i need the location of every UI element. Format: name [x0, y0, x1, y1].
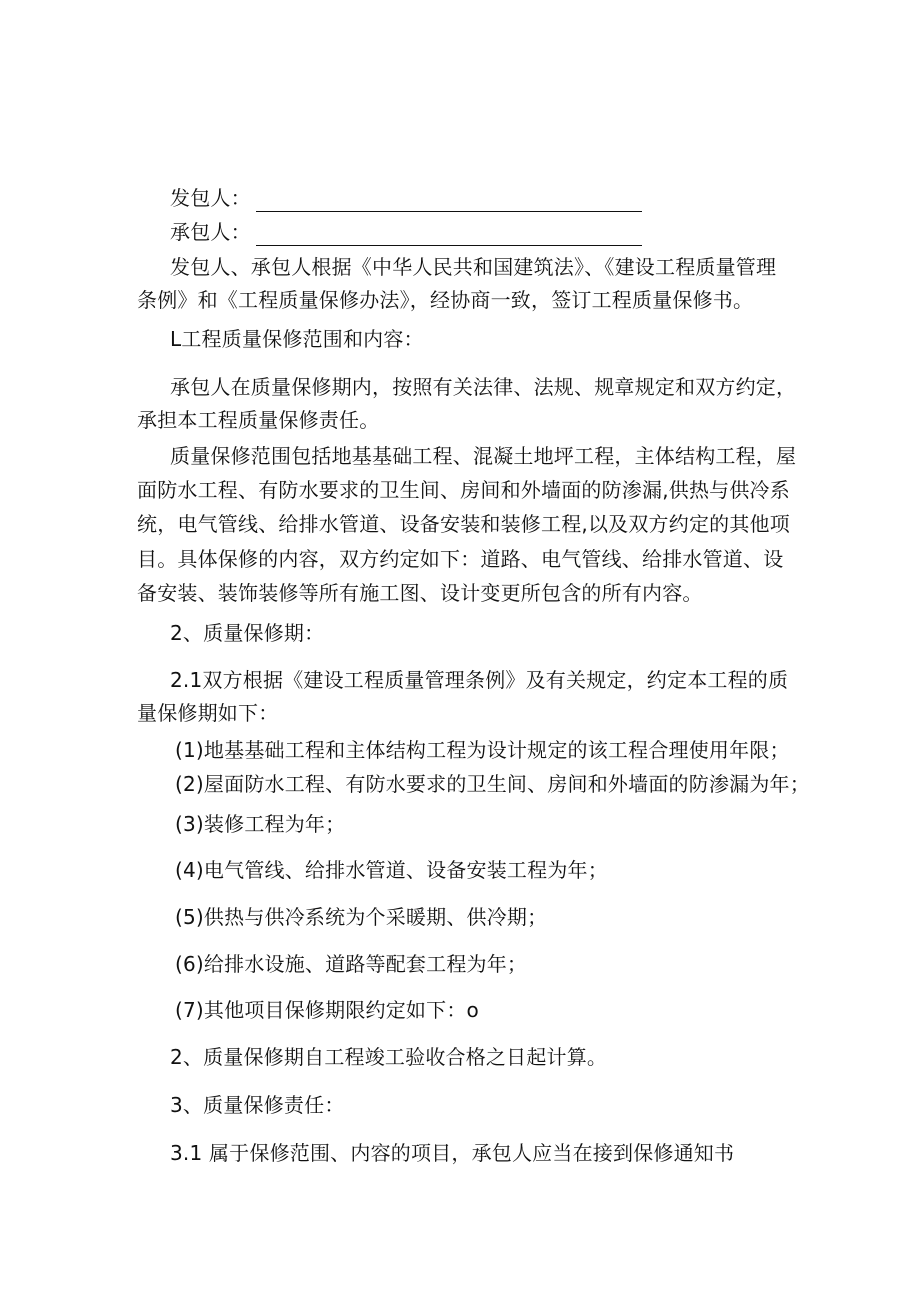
section1-heading: L工程质量保修范围和内容： — [170, 327, 424, 351]
intro-line-1: 发包人、承包人根据《中华人民共和国建筑法》、《建设工程质量管理 — [170, 255, 777, 279]
period-item-7: (7)其他项目保修期限约定如下：o — [175, 998, 479, 1022]
period-item-6: (6)给排水设施、道路等配套工程为年； — [175, 952, 528, 976]
employer-blank — [256, 191, 642, 212]
period-item-5: (5)供热与供冷系统为个采暖期、供冷期； — [175, 905, 548, 929]
period-start-note: 2、质量保修期自工程竣工验收合格之日起计算。 — [170, 1045, 608, 1069]
section1-para2-line-4: 目。具体保修的内容，双方约定如下：道路、电气管线、给排水管道、设 — [137, 547, 784, 571]
section3-heading: 3、质量保修责任： — [170, 1093, 345, 1117]
section2-heading: 2、质量保修期： — [170, 621, 325, 645]
section1-para2-line-2: 面防水工程、有防水要求的卫生间、房间和外墙面的防渗漏,供热与供冷系 — [137, 478, 790, 502]
period-item-2: (2)屋面防水工程、有防水要求的卫生间、房间和外墙面的防渗漏为年； — [175, 772, 810, 796]
period-item-1: (1)地基基础工程和主体结构工程为设计规定的该工程合理使用年限； — [175, 738, 790, 762]
contractor-label: 承包人： — [170, 220, 251, 244]
contractor-row — [170, 218, 642, 246]
period-item-3: (3)装修工程为年； — [175, 812, 346, 836]
period-item-4: (4)电气管线、给排水管道、设备安装工程为年； — [175, 858, 608, 882]
clause21-line-2: 量保修期如下： — [137, 701, 279, 725]
section1-para2-line-1: 质量保修范围包括地基基础工程、混凝土地坪工程，主体结构工程，屋 — [170, 444, 797, 468]
clause31-line-1: 3.1 属于保修范围、内容的项目，承包人应当在接到保修通知书 — [170, 1141, 735, 1165]
intro-line-2: 条例》和《工程质量保修办法》，经协商一致，签订工程质量保修书。 — [137, 288, 754, 312]
clause21-line-1: 2.1双方根据《建设工程质量管理条例》及有关规定，约定本工程的质 — [170, 668, 789, 692]
section1-para2-line-3: 统，电气管线、给排水管道、设备安装和装修工程,以及双方约定的其他项 — [137, 512, 790, 536]
employer-label: 发包人： — [170, 186, 251, 210]
employer-row — [170, 184, 642, 212]
section1-para1-line-1: 承包人在质量保修期内，按照有关法律、法规、规章规定和双方约定， — [170, 375, 797, 399]
section1-para2-line-5: 备安装、装饰装修等所有施工图、设计变更所包含的所有内容。 — [137, 581, 703, 605]
contractor-blank — [256, 225, 642, 246]
section1-para1-line-2: 承担本工程质量保修责任。 — [137, 408, 380, 432]
